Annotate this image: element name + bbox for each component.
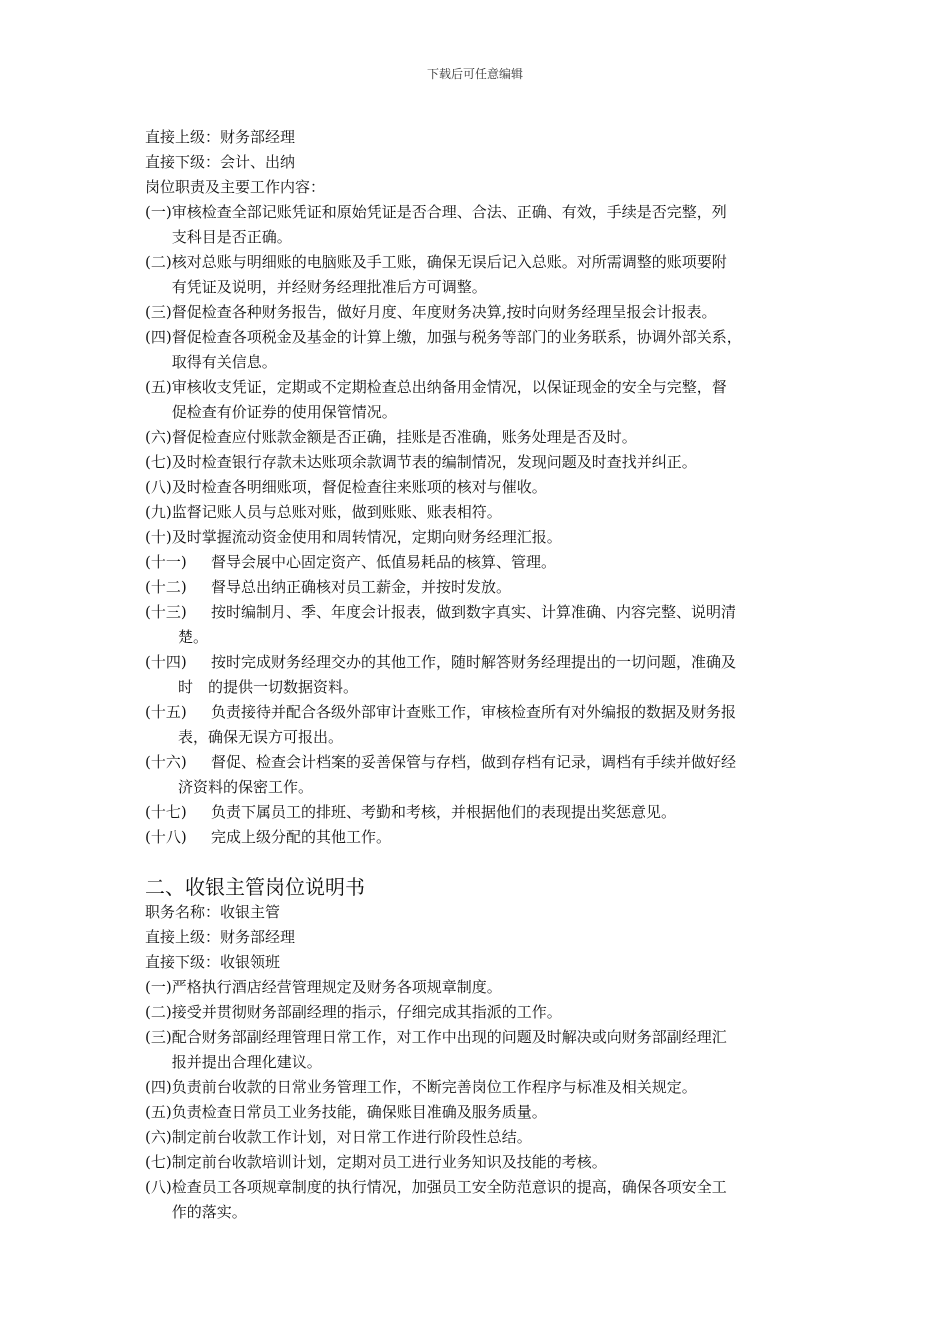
- list-item: [145, 525, 815, 550]
- list-item: [145, 800, 815, 825]
- item-line: 督促检查应付账款金额是否正确，挂账是否准确，账务处理是否及时。: [171, 428, 637, 446]
- item-number: (三): [145, 303, 172, 321]
- item-number: (五): [145, 1103, 172, 1121]
- item-text: [211, 575, 815, 600]
- list-item: [145, 550, 815, 575]
- list-item: [145, 325, 815, 375]
- item-number: (四): [145, 328, 172, 346]
- item-line: 接受并贯彻财务部副经理的指示，仔细完成其指派的工作。: [171, 1003, 562, 1021]
- item-number: (二): [145, 1003, 172, 1021]
- item-line: 核对总账与明细账的电脑账及手工账，确保无误后记入总账。对所需调整的账项要附: [171, 253, 727, 271]
- list-item: [145, 750, 815, 800]
- list-item: [145, 1000, 815, 1025]
- list-item: [145, 425, 815, 450]
- item-text: [172, 475, 815, 500]
- item-line: 济资料的保密工作。: [178, 778, 314, 796]
- section1-meta: [145, 125, 815, 200]
- item-number: (十七): [145, 803, 187, 821]
- item-number: (十五): [145, 703, 187, 721]
- item-text: [172, 525, 815, 550]
- item-line: 及时掌握流动资金使用和周转情况，定期向财务经理汇报。: [171, 528, 562, 546]
- item-number: (七): [145, 453, 172, 471]
- list-item: [145, 650, 815, 700]
- list-item: [145, 575, 815, 600]
- item-line: 取得有关信息。: [171, 353, 277, 371]
- item-number: (十一): [145, 553, 187, 571]
- list-item: [145, 1175, 815, 1225]
- item-text: [172, 1100, 815, 1125]
- item-line: 配合财务部副经理管理日常工作，对工作中出现的问题及时解决或向财务部副经理汇: [171, 1028, 727, 1046]
- section2-meta: [145, 900, 815, 975]
- list-item: [145, 975, 815, 1000]
- page-header: 下载后可任意编辑: [426, 67, 523, 81]
- item-number: (八): [145, 478, 172, 496]
- item-number: (三): [145, 1028, 172, 1046]
- item-line: 作的落实。: [171, 1203, 247, 1221]
- item-line: 审核收支凭证，定期或不定期检查总出纳备用金情况，以保证现金的安全与完整，督: [171, 378, 727, 396]
- item-text: [211, 800, 815, 825]
- item-text: [172, 300, 815, 325]
- list-item: [145, 375, 815, 425]
- list-item: [145, 1125, 815, 1150]
- item-number: (一): [145, 978, 172, 996]
- list-item: [145, 1100, 815, 1125]
- item-line: 促检查有价证券的使用保管情况。: [171, 403, 397, 421]
- meta-line: 直接下级：收银领班: [145, 953, 281, 971]
- item-line: 有凭证及说明，并经财务经理批准后方可调整。: [171, 278, 487, 296]
- item-line: 审核检查全部记账凭证和原始凭证是否合理、合法、正确、有效，手续是否完整，列: [171, 203, 727, 221]
- item-text: [172, 1175, 815, 1225]
- item-line: 督导总出纳正确核对员工薪金，并按时发放。: [211, 578, 512, 596]
- item-line: 负责接待并配合各级外部审计查账工作，审核检查所有对外编报的数据及财务报: [211, 703, 737, 721]
- section2-title: 二、收银主管岗位说明书: [145, 875, 365, 899]
- item-line: 督促检查各项税金及基金的计算上缴，加强与税务等部门的业务联系，协调外部关系，: [171, 328, 742, 346]
- item-text: [211, 550, 815, 575]
- item-text: [172, 425, 815, 450]
- meta-line: 直接上级：财务部经理: [145, 928, 296, 946]
- item-line: 报并提出合理化建议。: [171, 1053, 322, 1071]
- item-line: 表，确保无误方可报出。: [178, 728, 344, 746]
- list-item: [145, 825, 815, 850]
- item-text: [172, 975, 815, 1000]
- item-line: 严格执行酒店经营管理规定及财务各项规章制度。: [171, 978, 502, 996]
- item-text: [172, 450, 815, 475]
- item-text: [178, 600, 815, 650]
- list-item: [145, 450, 815, 475]
- item-number: (六): [145, 1128, 172, 1146]
- item-number: (十六): [145, 753, 187, 771]
- item-line: 负责检查日常员工业务技能，确保账目准确及服务质量。: [171, 1103, 547, 1121]
- item-line: 制定前台收款培训计划，定期对员工进行业务知识及技能的考核。: [171, 1153, 607, 1171]
- item-line: 支科目是否正确。: [171, 228, 292, 246]
- item-text: [211, 825, 815, 850]
- item-text: [172, 1075, 815, 1100]
- item-line: 按时完成财务经理交办的其他工作，随时解答财务经理提出的一切问题，准确及: [211, 653, 737, 671]
- list-item: [145, 700, 815, 750]
- item-line: 督促、检查会计档案的妥善保管与存档，做到存档有记录，调档有手续并做好经: [211, 753, 737, 771]
- item-line: 及时检查各明细账项，督促检查往来账项的核对与催收。: [171, 478, 547, 496]
- item-text: [178, 650, 815, 700]
- item-line: 时 的提供一切数据资料。: [178, 678, 359, 696]
- item-number: (十三): [145, 603, 187, 621]
- item-text: [178, 700, 815, 750]
- item-line: 负责下属员工的排班、考勤和考核，并根据他们的表现提出奖惩意见。: [211, 803, 677, 821]
- item-line: 检查员工各项规章制度的执行情况，加强员工安全防范意识的提高，确保各项安全工: [171, 1178, 727, 1196]
- item-line: 负责前台收款的日常业务管理工作，不断完善岗位工作程序与标准及相关规定。: [171, 1078, 697, 1096]
- item-number: (十二): [145, 578, 187, 596]
- list-item: [145, 475, 815, 500]
- list-item: [145, 1025, 815, 1075]
- item-number: (八): [145, 1178, 172, 1196]
- item-number: (十八): [145, 828, 187, 846]
- item-number: (五): [145, 378, 172, 396]
- document-body: [145, 125, 815, 1225]
- list-item: [145, 300, 815, 325]
- list-item: [145, 1075, 815, 1100]
- item-number: (九): [145, 503, 172, 521]
- item-text: [172, 375, 815, 425]
- item-line: 制定前台收款工作计划，对日常工作进行阶段性总结。: [171, 1128, 532, 1146]
- section1-items: [145, 200, 815, 850]
- item-line: 督导会展中心固定资产、低值易耗品的核算、管理。: [211, 553, 557, 571]
- section2-items: [145, 975, 815, 1225]
- item-text: [172, 200, 815, 250]
- item-number: (七): [145, 1153, 172, 1171]
- meta-line: 直接下级：会计、出纳: [145, 153, 296, 171]
- item-line: 完成上级分配的其他工作。: [211, 828, 392, 846]
- item-text: [172, 325, 815, 375]
- item-text: [172, 250, 815, 300]
- item-number: (一): [145, 203, 172, 221]
- list-item: [145, 500, 815, 525]
- item-line: 按时编制月、季、年度会计报表，做到数字真实、计算准确、内容完整、说明清: [211, 603, 737, 621]
- item-line: 及时检查银行存款未达账项余款调节表的编制情况，发现问题及时查找并纠正。: [171, 453, 697, 471]
- item-text: [172, 1150, 815, 1175]
- item-text: [172, 500, 815, 525]
- item-line: 监督记账人员与总账对账，做到账账、账表相符。: [171, 503, 502, 521]
- meta-line: 职务名称：收银主管: [145, 903, 281, 921]
- meta-line: 直接上级：财务部经理: [145, 128, 296, 146]
- item-text: [172, 1125, 815, 1150]
- meta-line: 岗位职责及主要工作内容：: [145, 178, 326, 196]
- item-text: [172, 1000, 815, 1025]
- item-number: (四): [145, 1078, 172, 1096]
- item-number: (十四): [145, 653, 187, 671]
- list-item: [145, 1150, 815, 1175]
- item-number: (二): [145, 253, 172, 271]
- item-line: 督促检查各种财务报告，做好月度、年度财务决算,按时向财务经理呈报会计报表。: [171, 303, 717, 321]
- item-number: (十): [145, 528, 172, 546]
- list-item: [145, 200, 815, 250]
- list-item: [145, 600, 815, 650]
- item-text: [172, 1025, 815, 1075]
- list-item: [145, 250, 815, 300]
- item-number: (六): [145, 428, 172, 446]
- item-line: 楚。: [178, 628, 209, 646]
- item-text: [178, 750, 815, 800]
